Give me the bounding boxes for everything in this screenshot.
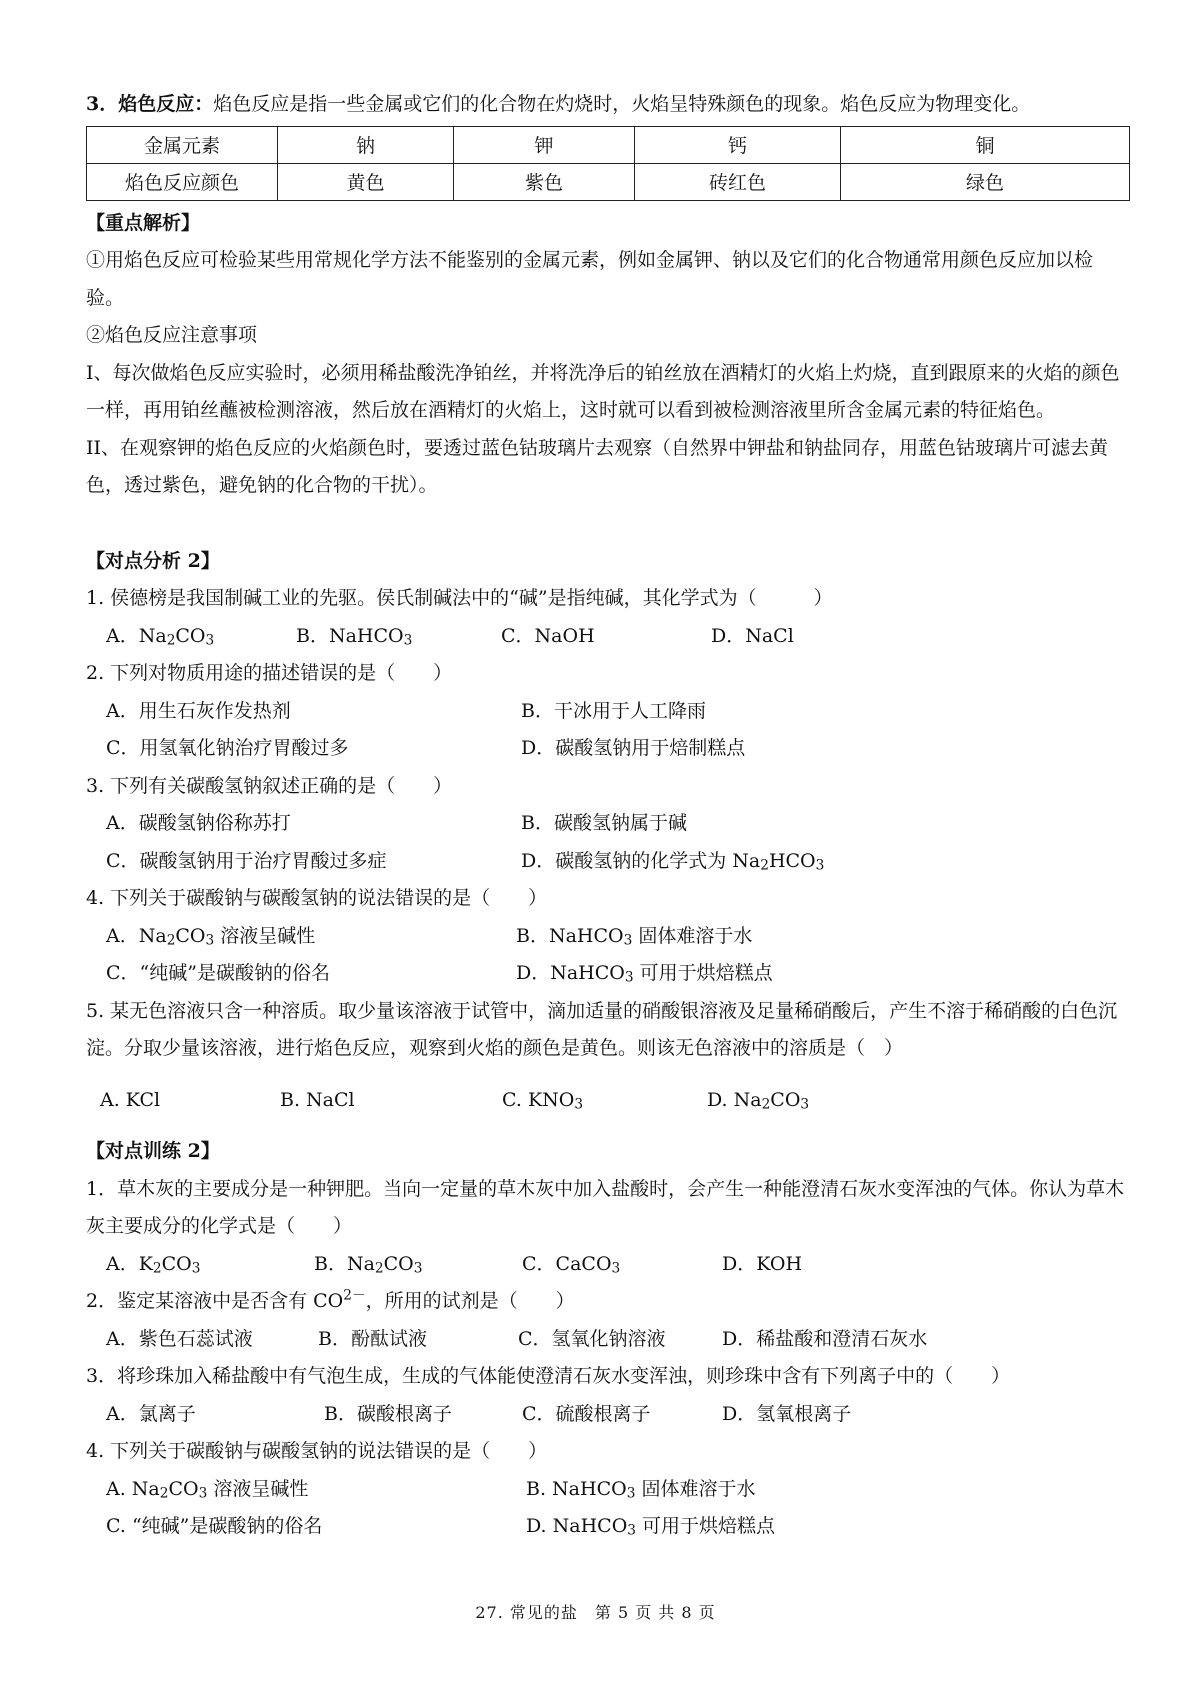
option-a: A. KCl xyxy=(100,1088,161,1111)
training2-q1-options xyxy=(86,1246,1126,1284)
key-analysis-p4: II、在观察钾的焰色反应的火焰颜色时，要透过蓝色钴玻璃片去观察（自然界中钾盐和钠盐同存，用蓝色钴玻璃片可滤去黄色，透过紫色，避免钠的化合物的干扰）。 xyxy=(86,436,1109,496)
option-d: D．碳酸氢钠用于焙制糕点 xyxy=(521,737,746,759)
section3-line xyxy=(86,86,1126,124)
spacer xyxy=(86,1119,1126,1133)
option-d: D．NaHCO$_3$ 可用于烘焙糕点 xyxy=(516,962,773,986)
option-b: B．碳酸根离子 xyxy=(324,1402,452,1425)
option-a: A．碳酸氢钠俗称苏打 xyxy=(106,812,291,834)
option-b: B．NaHCO$_3$ 固体难溶于水 xyxy=(516,924,753,949)
analysis2-q3-options-row2 xyxy=(86,843,1126,881)
table-header-cell: 金属元素 xyxy=(87,126,278,163)
table-cell: 砖红色 xyxy=(635,163,841,200)
option-a: A．氯离子 xyxy=(106,1402,196,1425)
table-row xyxy=(87,163,1130,200)
analysis2-q3: 3. 下列有关碳酸氢钠叙述正确的是（ ） xyxy=(86,774,453,797)
section3-title: 3．焰色反应： xyxy=(86,93,214,115)
training2-q2-options xyxy=(86,1321,1126,1359)
document-page xyxy=(86,86,1126,1546)
training2-q4-options-row1 xyxy=(86,1471,1126,1509)
analysis2-q2: 2. 下列对物质用途的描述错误的是（ ） xyxy=(86,662,453,684)
analysis2-q1-options xyxy=(86,618,1126,656)
table-cell: 钾 xyxy=(454,126,635,163)
table-cell: 铜 xyxy=(841,126,1130,163)
training2-heading: 【对点训练 2】 xyxy=(86,1140,220,1162)
table-header-cell: 焰色反应颜色 xyxy=(87,163,278,200)
option-c: C．CaCO$_3$ xyxy=(522,1252,621,1277)
option-a: A．紫色石蕊试液 xyxy=(106,1327,253,1350)
option-b: B．$Na_2CO_3$ xyxy=(314,1252,423,1277)
option-c: C. $KNO_3$ xyxy=(502,1088,584,1113)
option-c: C．氢氧化钠溶液 xyxy=(518,1327,666,1350)
option-c: C．“纯碱”是碳酸钠的俗名 xyxy=(106,962,330,984)
option-b: B. NaCl xyxy=(280,1088,355,1111)
option-b: B．NaHCO$_3$ xyxy=(296,624,413,649)
key-analysis-p3: I、每次做焰色反应实验时，必须用稀盐酸洗净铂丝，并将洗净后的铂丝放在酒精灯的火焰上灼烧，直到跟原来的火焰的颜色一样，再用铂丝蘸被检测溶液，然后放在酒精灯的火焰上，这时就可以看到被检测溶液里所含金属元素的特征焰色。 xyxy=(86,361,1120,421)
table-cell: 黄色 xyxy=(278,163,454,200)
option-a: A．$K_2CO_3$ xyxy=(106,1252,201,1277)
key-analysis-p2: ②焰色反应注意事项 xyxy=(86,324,258,346)
analysis2-q5-options xyxy=(86,1082,1126,1120)
option-d: D．碳酸氢钠的化学式为 $Na_2HCO_3$ xyxy=(521,849,825,874)
key-analysis-heading: 【重点解析】 xyxy=(86,211,201,234)
option-b: B．碳酸氢钠属于碱 xyxy=(521,812,687,834)
option-d: D．KOH xyxy=(722,1252,803,1275)
option-d: D．氢氧根离子 xyxy=(722,1402,852,1425)
option-a: A. $Na_2CO_3$ 溶液呈碱性 xyxy=(106,1477,309,1502)
analysis2-q1: 1. 侯德榜是我国制碱工业的先驱。侯氏制碱法中的“碱”是指纯碱，其化学式为（ ） xyxy=(86,587,833,609)
spacer xyxy=(86,1068,1126,1082)
training2-q3-options xyxy=(86,1396,1126,1434)
analysis2-q2-options-row2 xyxy=(86,730,1126,768)
analysis2-q4-options-row1 xyxy=(86,918,1126,956)
analysis2-q5: 5. 某无色溶液只含一种溶质。取少量该溶液于试管中，滴加适量的硝酸银溶液及足量稀硝酸后，产生不溶于稀硝酸的白色沉淀。分取少量该溶液，进行焰色反应，观察到火焰的颜色是黄色。则该无色溶液中的溶质是（ ） xyxy=(86,999,1118,1059)
option-c: C．用氢氧化钠治疗胃酸过多 xyxy=(106,737,349,759)
training2-q1: 1．草木灰的主要成分是一种钾肥。当向一定量的草木灰中加入盐酸时，会产生一种能澄清石灰水变浑浊的气体。你认为草木灰主要成分的化学式是（ ） xyxy=(86,1177,1125,1237)
table-cell: 钠 xyxy=(278,126,454,163)
option-a: A．用生石灰作发热剂 xyxy=(106,699,291,722)
option-d: D. $Na_2CO_3$ xyxy=(707,1088,810,1113)
table-cell: 紫色 xyxy=(454,163,635,200)
option-c: C．NaOH xyxy=(501,624,595,647)
page-footer: 27. 常见的盐 第 5 页 共 8 页 xyxy=(475,1603,716,1622)
option-c: C．碳酸氢钠用于治疗胃酸过多症 xyxy=(106,849,387,872)
option-a: A．$Na_2CO_3$ 溶液呈碱性 xyxy=(106,924,316,949)
option-d: D．稀盐酸和澄清石灰水 xyxy=(722,1327,928,1350)
table-cell: 钙 xyxy=(635,126,841,163)
option-c: C．硫酸根离子 xyxy=(522,1402,651,1425)
analysis2-q4: 4. 下列关于碳酸钠与碳酸氢钠的说法错误的是（ ） xyxy=(86,887,548,909)
option-a: A．$Na_2CO_3$ xyxy=(106,624,215,649)
analysis2-q3-options-row1 xyxy=(86,805,1126,843)
option-b: B. NaHCO$_3$ 固体难溶于水 xyxy=(526,1477,756,1502)
training2-q2: 2．鉴定某溶液中是否含有 $CO^{2-}$，所用的试剂是（ ） xyxy=(86,1287,575,1312)
analysis2-q2-options-row1 xyxy=(86,693,1126,731)
table-cell: 绿色 xyxy=(841,163,1130,200)
option-b: B．干冰用于人工降雨 xyxy=(521,699,706,722)
option-d: D．NaCl xyxy=(711,624,794,647)
section3-text: 焰色反应是指一些金属或它们的化合物在灼烧时，火焰呈特殊颜色的现象。焰色反应为物理变化。 xyxy=(213,93,1031,115)
option-b: B．酚酞试液 xyxy=(318,1327,427,1350)
analysis2-q4-options-row2 xyxy=(86,955,1126,993)
training2-q3: 3．将珍珠加入稀盐酸中有气泡生成，生成的气体能使澄清石灰水变浑浊，则珍珠中含有下列离子中的（ ） xyxy=(86,1365,1011,1387)
table-row xyxy=(87,126,1130,163)
option-d: D. NaHCO$_3$ 可用于烘焙糕点 xyxy=(526,1515,776,1539)
spacer xyxy=(86,505,1126,543)
key-analysis-p1: ①用焰色反应可检验某些用常规化学方法不能鉴别的金属元素，例如金属钾、钠以及它们的化合物通常用颜色反应加以检验。 xyxy=(86,249,1094,309)
training2-q4: 4. 下列关于碳酸钠与碳酸氢钠的说法错误的是（ ） xyxy=(86,1440,548,1462)
analysis2-heading: 【对点分析 2】 xyxy=(86,549,220,572)
option-c: C. “纯碱”是碳酸钠的俗名 xyxy=(106,1515,323,1537)
flame-color-table xyxy=(86,126,1130,201)
training2-q4-options-row2 xyxy=(86,1508,1126,1546)
